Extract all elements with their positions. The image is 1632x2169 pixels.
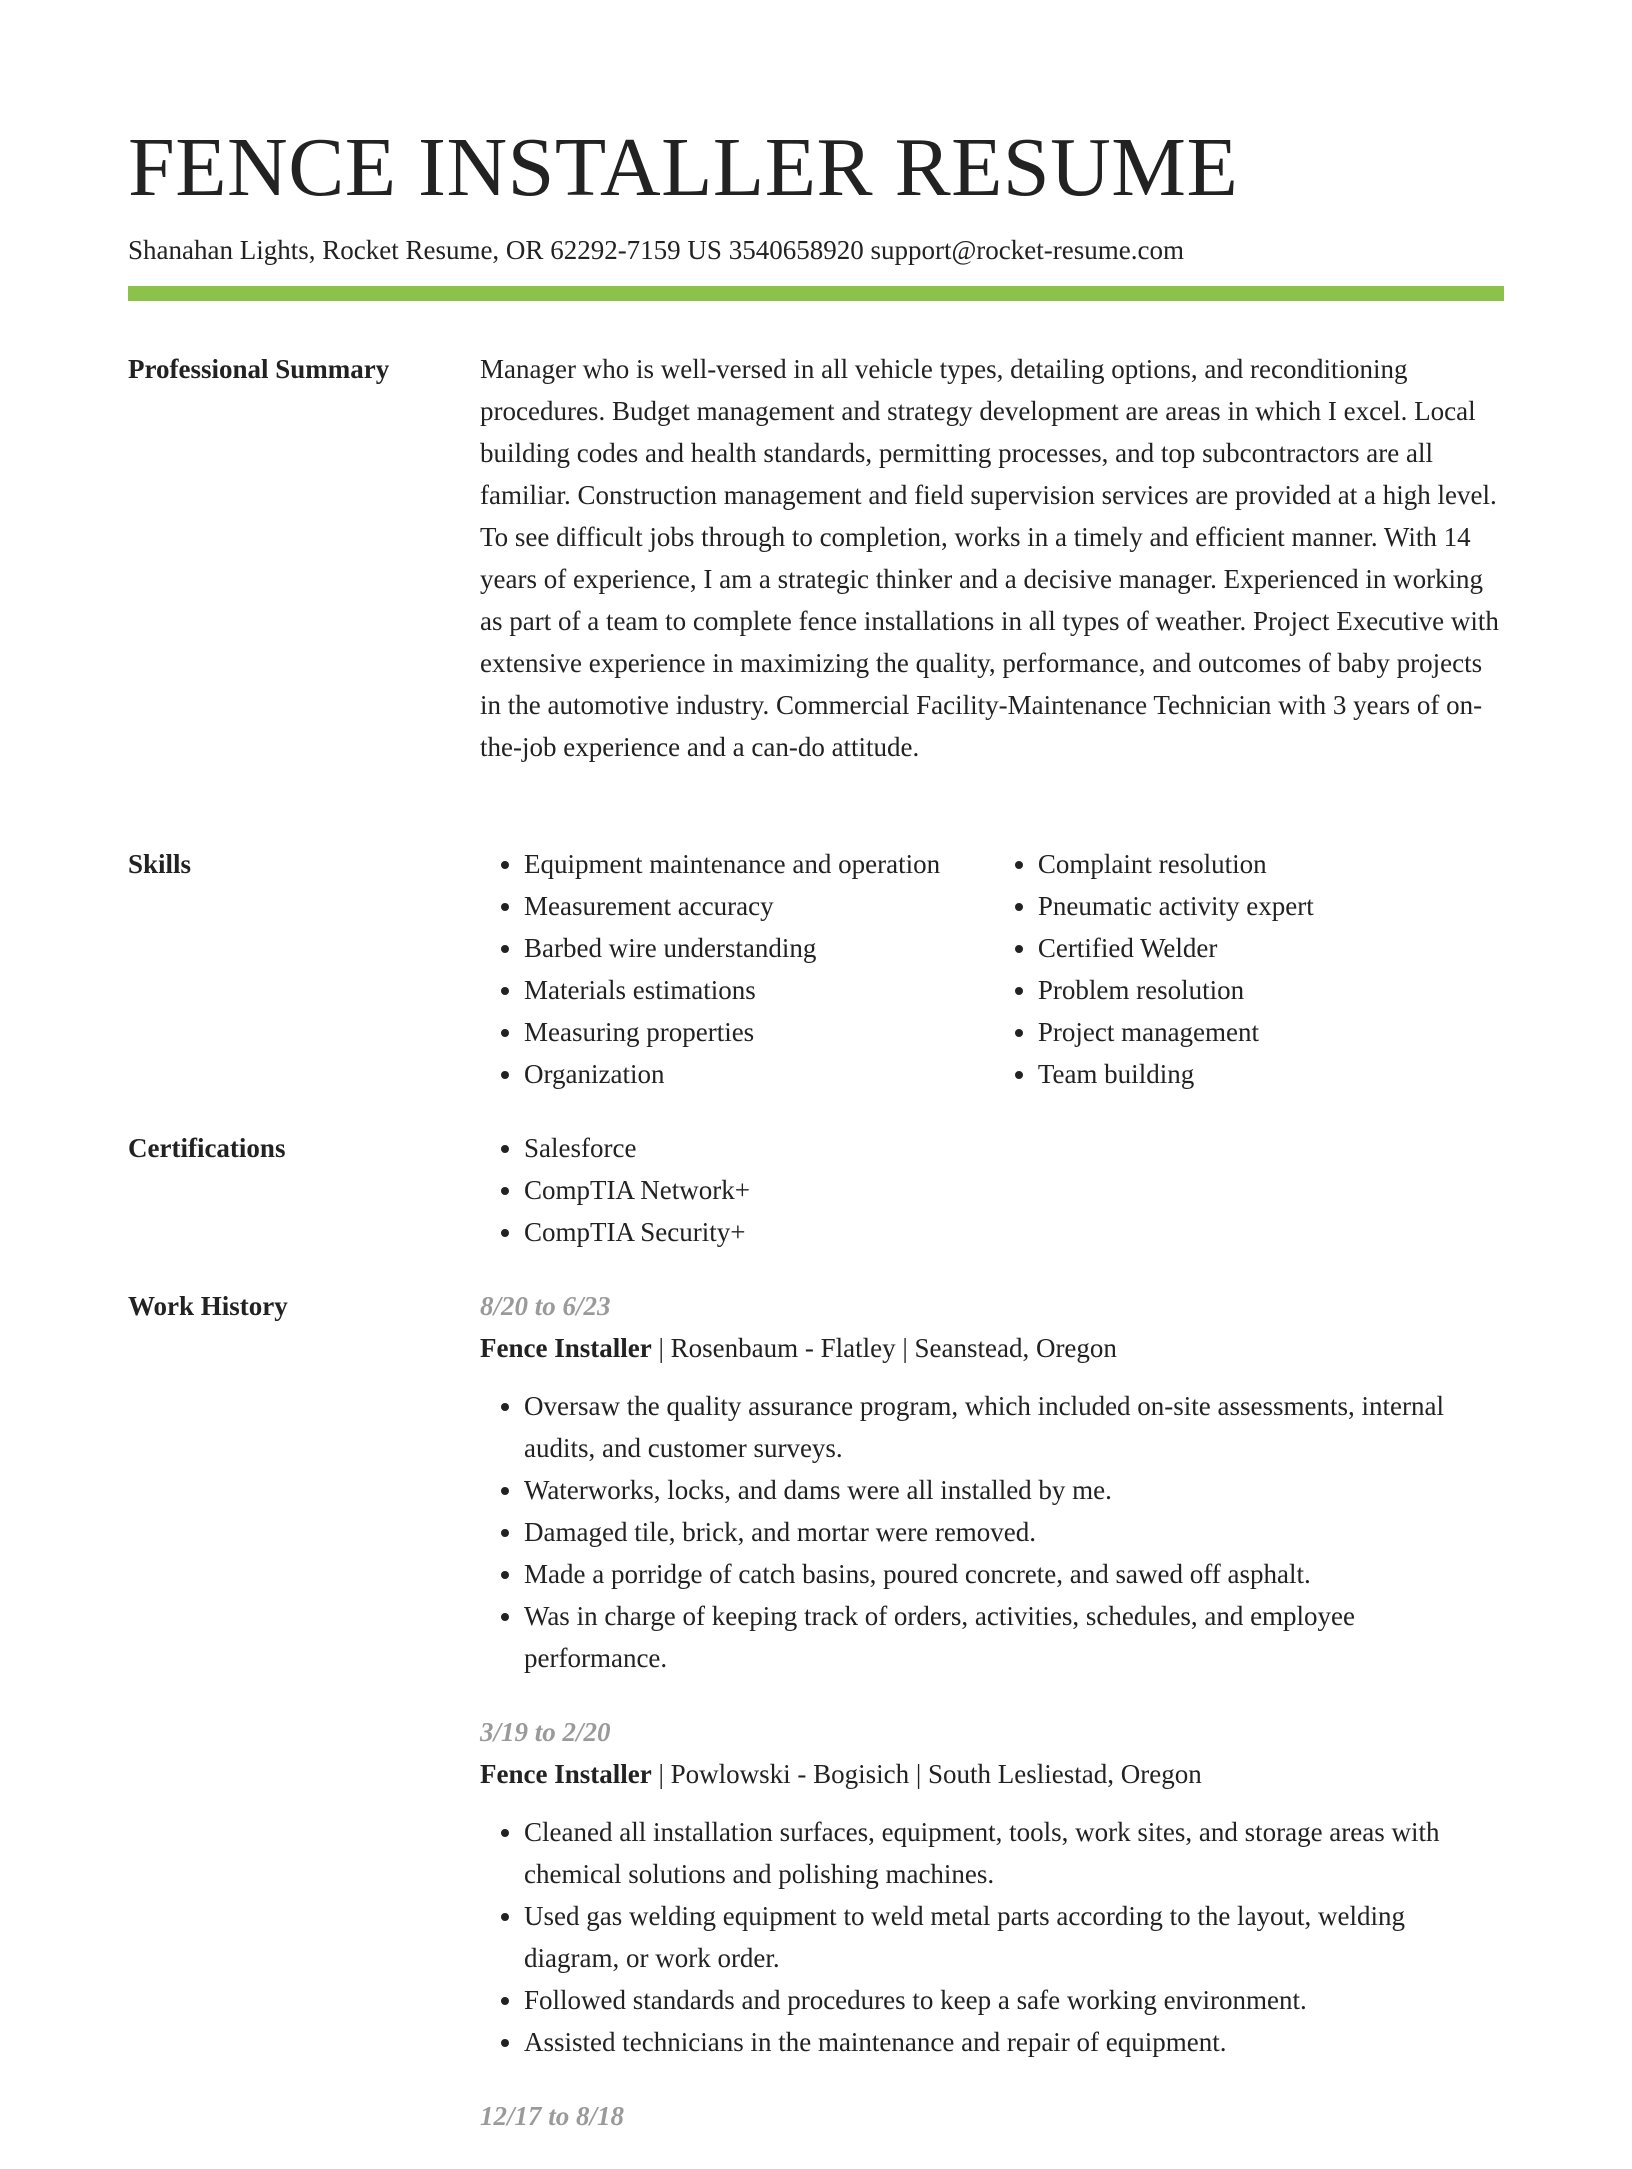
job-bullet: • Made a porridge of catch basins, poured concrete, and sawed off asphalt. xyxy=(524,1553,1504,1595)
job-title: Fence Installer xyxy=(480,1333,652,1363)
section-label-work-history: Work History xyxy=(128,1291,288,1321)
job-entry xyxy=(480,1285,1504,1679)
skill-item: • Certified Welder xyxy=(1038,927,1504,969)
skill-item: • Measurement accuracy xyxy=(524,885,994,927)
summary-text: Manager who is well-versed in all vehicle types, detailing options, and reconditioning procedures. Budget management and strategy development are areas in which I excel. Local building codes and health standards, permitting processes, and top subcontractors are all familiar. Construction management and field supervision services are provided at a high level. To see difficult jobs through to completion, works in a timely and efficient manner. With 14 years of experience, I am a strategic thinker and a decisive manager. Experienced in working as part of a team to complete fence installations in all types of weather. Project Executive with extensive experience in maximizing the quality, performance, and outcomes of baby projects in the automotive industry. Commercial Facility-Maintenance Technician with 3 years of on-the-job experience and a can-do attitude. xyxy=(480,354,1499,762)
job-bullet: • Cleaned all installation surfaces, equipment, tools, work sites, and storage areas with chemical solutions and polishing machines. xyxy=(524,1811,1504,1895)
accent-divider xyxy=(128,286,1504,301)
work-history-section xyxy=(480,1285,1504,2169)
skill-item: • Organization xyxy=(524,1053,994,1095)
job-details: | Powlowski - Bogisich | South Lesliestad, Oregon xyxy=(651,1759,1202,1789)
job-dates: 8/20 to 6/23 xyxy=(480,1291,611,1321)
job-bullet: • Followed standards and procedures to keep a safe working environment. xyxy=(524,1979,1504,2021)
certification-item: • Salesforce xyxy=(524,1127,1504,1169)
section-label-skills: Skills xyxy=(128,849,192,879)
skills-section xyxy=(480,843,1504,1095)
skill-item: • Pneumatic activity expert xyxy=(1038,885,1504,927)
skill-item: • Team building xyxy=(1038,1053,1504,1095)
section-label-summary: Professional Summary xyxy=(128,354,390,384)
job-bullet: • Waterworks, locks, and dams were all installed by me. xyxy=(524,1469,1504,1511)
certification-item: • CompTIA Security+ xyxy=(524,1211,1504,1253)
skill-item: • Project management xyxy=(1038,1011,1504,1053)
job-bullet: • Was in charge of keeping track of orders, activities, schedules, and employee performance. xyxy=(524,1595,1504,1679)
skill-item: • Complaint resolution xyxy=(1038,843,1504,885)
job-bullet: • Damaged tile, brick, and mortar were removed. xyxy=(524,1511,1504,1553)
skills-list-right xyxy=(994,843,1504,1095)
skill-item: • Materials estimations xyxy=(524,969,994,1011)
skill-item: • Equipment maintenance and operation xyxy=(524,843,994,885)
job-entry xyxy=(480,1711,1504,2063)
job-bullet: • Assisted technicians in the maintenance and repair of equipment. xyxy=(524,2021,1504,2063)
skills-list-left xyxy=(480,843,994,1095)
section-label-certifications: Certifications xyxy=(128,1133,286,1163)
certifications-list xyxy=(480,1127,1504,1253)
certification-item: • CompTIA Network+ xyxy=(524,1169,1504,1211)
job-details: | Rosenbaum - Flatley | Seanstead, Oregon xyxy=(651,1333,1117,1363)
contact-line: Shanahan Lights, Rocket Resume, OR 62292-7159 US 3540658920 support@rocket-resume.com xyxy=(128,235,1184,265)
skill-item: • Problem resolution xyxy=(1038,969,1504,1011)
skills-grid xyxy=(480,843,1504,1095)
job-header xyxy=(480,1753,1504,1795)
job-bullets xyxy=(480,1385,1504,1679)
job-dates: 3/19 to 2/20 xyxy=(480,1717,611,1747)
job-entry xyxy=(480,2095,1504,2137)
skill-item: • Measuring properties xyxy=(524,1011,994,1053)
job-dates: 12/17 to 8/18 xyxy=(480,2101,625,2131)
skill-item: • Barbed wire understanding xyxy=(524,927,994,969)
job-bullet: • Oversaw the quality assurance program, which included on-site assessments, internal audits, and customer surveys. xyxy=(524,1385,1504,1469)
job-title: Fence Installer xyxy=(480,1759,652,1789)
summary-section xyxy=(480,348,1504,768)
page-title: FENCE INSTALLER RESUME xyxy=(128,121,1239,214)
job-header xyxy=(480,1327,1504,1369)
job-bullet: • Used gas welding equipment to weld metal parts according to the layout, welding diagram, or work order. xyxy=(524,1895,1504,1979)
certifications-section xyxy=(480,1127,1504,1253)
job-bullets xyxy=(480,1811,1504,2063)
